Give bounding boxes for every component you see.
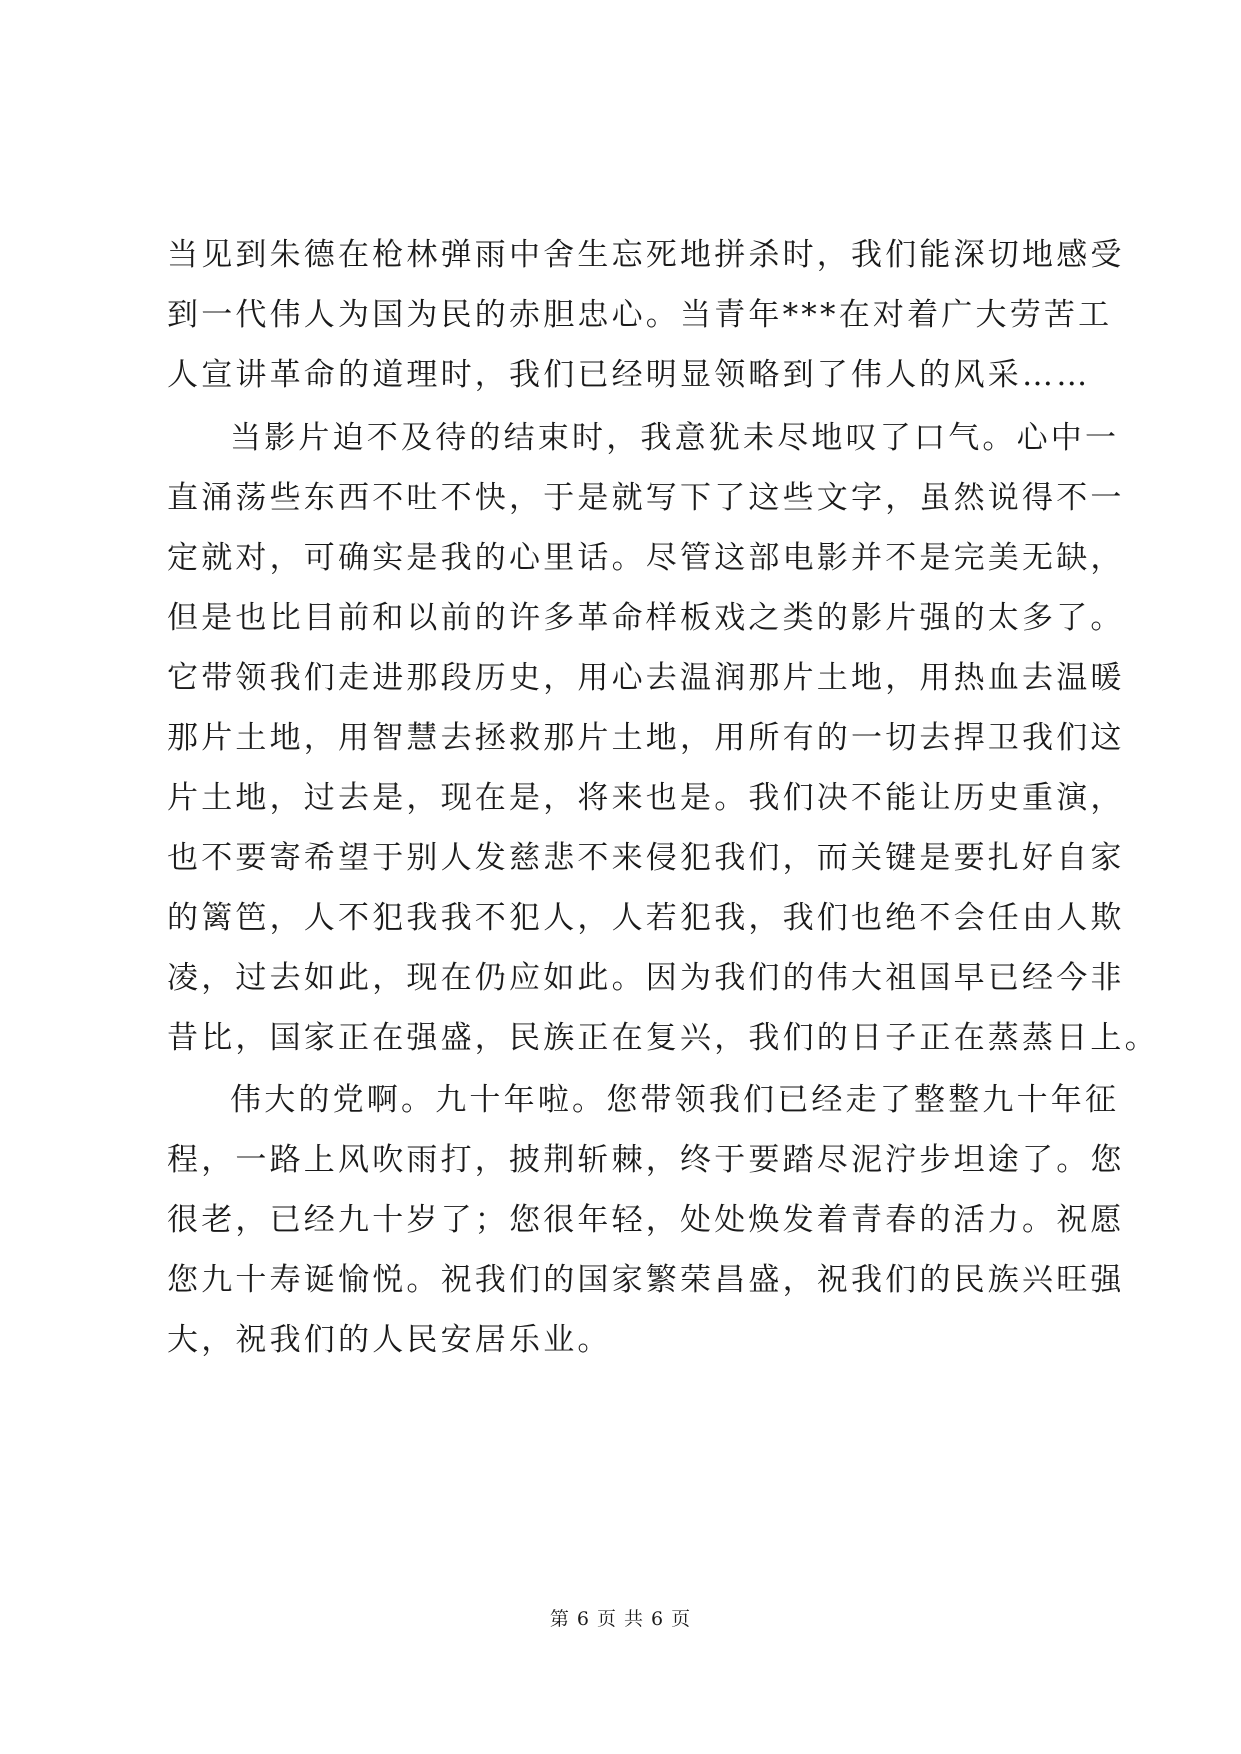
text-line: 但是也比目前和以前的许多革命样板戏之类的影片强的太多了。 [167, 600, 1125, 636]
text-line: 很老，已经九十岁了；您很年轻，处处焕发着青春的活力。祝愿 [167, 1202, 1125, 1238]
text-line: 定就对，可确实是我的心里话。尽管这部电影并不是完美无缺， [167, 540, 1125, 576]
text-line: 昔比，国家正在强盛，民族正在复兴，我们的日子正在蒸蒸日上。 [167, 1020, 1159, 1056]
text-line: 的篱笆，人不犯我我不犯人，人若犯我，我们也绝不会任由人欺 [167, 900, 1125, 936]
text-line: 程，一路上风吹雨打，披荆斩棘，终于要踏尽泥泞步坦途了。您 [167, 1142, 1125, 1178]
paragraph-first-line: 伟大的党啊。九十年啦。您带领我们已经走了整整九十年征 [230, 1082, 1120, 1118]
paragraph-first-line: 当影片迫不及待的结束时，我意犹未尽地叹了口气。心中一 [230, 420, 1120, 456]
text-line: 直涌荡些东西不吐不快，于是就写下了这些文字，虽然说得不一 [167, 480, 1125, 516]
text-line: 到一代伟人为国为民的赤胆忠心。当青年***在对着广大劳苦工 [167, 297, 1113, 333]
text-line: 也不要寄希望于别人发慈悲不来侵犯我们，而关键是要扎好自家 [167, 840, 1125, 876]
text-line: 它带领我们走进那段历史，用心去温润那片土地，用热血去温暖 [167, 660, 1125, 696]
page-number-footer: 第 6 页 共 6 页 [549, 1608, 692, 1630]
text-line: 片土地，过去是，现在是，将来也是。我们决不能让历史重演， [167, 780, 1125, 816]
text-line: 人宣讲革命的道理时，我们已经明显领略到了伟人的风采…… [167, 357, 1091, 393]
text-line: 您九十寿诞愉悦。祝我们的国家繁荣昌盛，祝我们的民族兴旺强 [167, 1262, 1125, 1298]
text-line: 大，祝我们的人民安居乐业。 [167, 1322, 612, 1358]
text-line: 那片土地，用智慧去拯救那片土地，用所有的一切去捍卫我们这 [167, 720, 1125, 756]
text-line: 当见到朱德在枪林弹雨中舍生忘死地拼杀时，我们能深切地感受 [167, 237, 1125, 273]
text-line: 凌，过去如此，现在仍应如此。因为我们的伟大祖国早已经今非 [167, 960, 1125, 996]
